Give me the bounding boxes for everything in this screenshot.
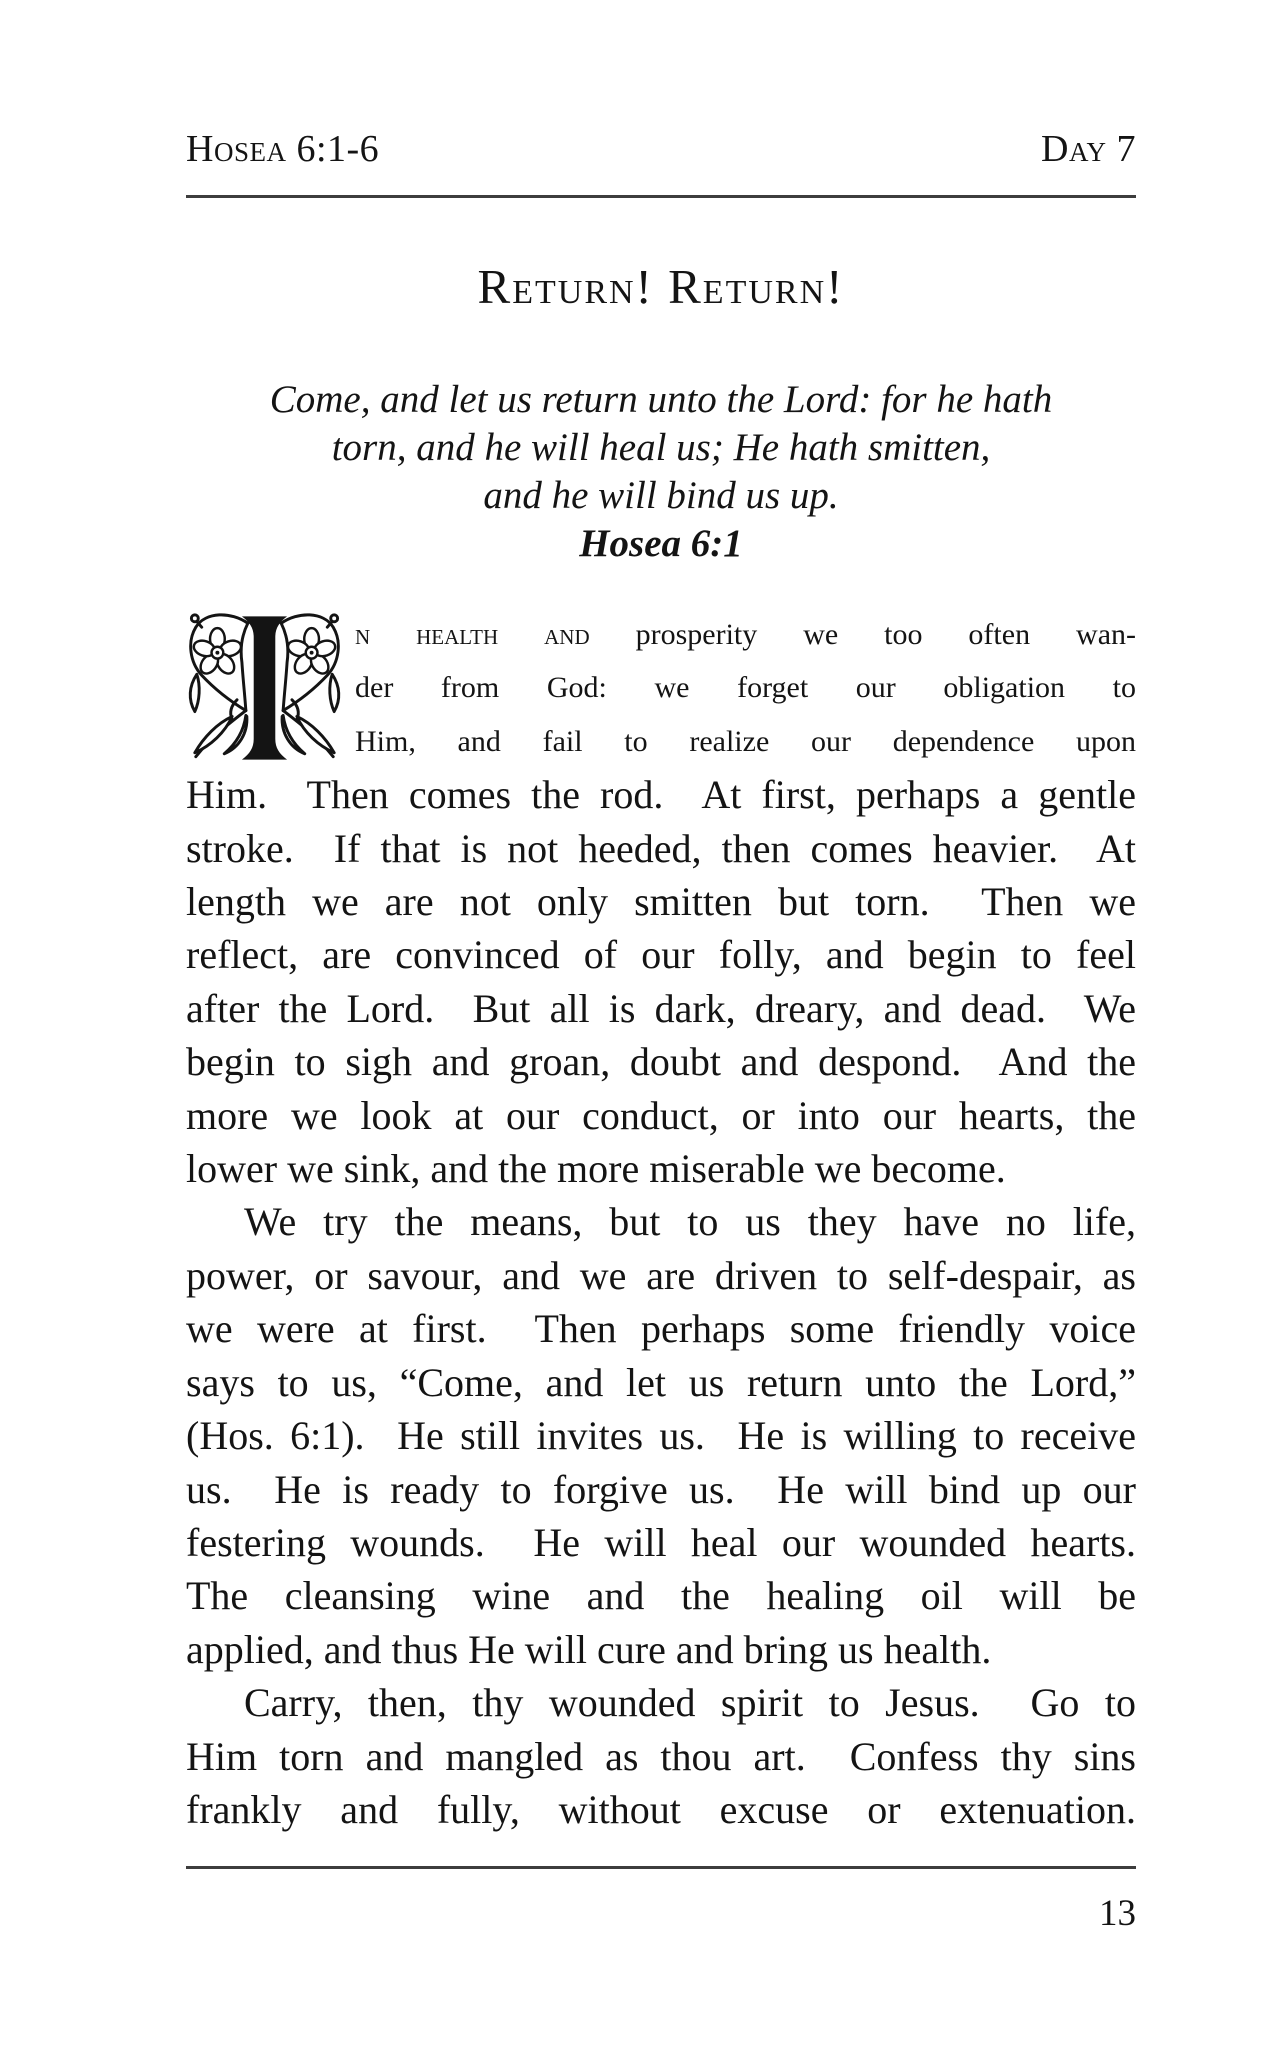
epigraph-line: and he will bind us up.	[483, 474, 839, 517]
body-line: The cleansing wine and the healing oil will be	[186, 1573, 1136, 1619]
opening-smallcaps: n health and	[355, 618, 590, 651]
body-line: begin to sigh and groan, doubt and despond. And the	[186, 1039, 1136, 1085]
body-line: frankly and fully, without excuse or extenuation.	[186, 1786, 1136, 1832]
body-line: Him torn and mangled as thou art. Confess thy sins	[186, 1733, 1136, 1779]
body-line: We try the means, but to us they have no life,	[244, 1199, 1136, 1245]
footer-rule	[186, 1866, 1136, 1869]
body-line: Him, and fail to realize our dependence upon	[355, 724, 1136, 758]
dropcap	[186, 613, 343, 763]
body-line: Carry, then, thy wounded spirit to Jesus. Go to	[244, 1680, 1136, 1726]
body-line: reflect, are convinced of our folly, and begin to feel	[186, 932, 1136, 978]
body-line: power, or savour, and we are driven to self-despair, as	[186, 1252, 1136, 1298]
epigraph-attribution: Hosea 6:1	[579, 522, 743, 565]
epigraph-line: torn, and he will heal us; He hath smitten,	[331, 426, 991, 469]
body-text	[186, 608, 1136, 1836]
dropcap-ornate-initial-icon	[186, 613, 343, 763]
body-line: after the Lord. But all is dark, dreary, and dead. We	[186, 985, 1136, 1031]
epigraph-line: Come, and let us return unto the Lord: for he hath	[269, 378, 1053, 421]
body-line: der from God: we forget our obligation to	[355, 671, 1136, 705]
running-header-passage: Hosea 6:1-6	[186, 128, 380, 170]
epigraph	[186, 376, 1136, 568]
page-number: 13	[1099, 1893, 1136, 1934]
chapter-title: Return! Return!	[477, 259, 845, 314]
body-line: stroke. If that is not heeded, then comes heavier. At	[186, 825, 1136, 871]
body-line: we were at first. Then perhaps some friendly voice	[186, 1306, 1136, 1352]
header-rule	[186, 195, 1136, 198]
body-line: festering wounds. He will heal our wounded hearts.	[186, 1519, 1136, 1565]
running-header-day: Day 7	[1041, 128, 1136, 170]
body-line-text: prosperity we too often wan-	[589, 618, 1136, 651]
body-line: Him. Then comes the rod. At first, perhaps a gentle	[186, 772, 1136, 818]
body-line: us. He is ready to forgive us. He will bind up our	[186, 1466, 1136, 1512]
body-line: more we look at our conduct, or into our hearts, the	[186, 1092, 1136, 1138]
running-header	[186, 130, 1136, 168]
body-line: says to us, “Come, and let us return unto the Lord,”	[186, 1359, 1136, 1405]
body-line: (Hos. 6:1). He still invites us. He is willing to receive	[186, 1413, 1136, 1459]
body-line: length we are not only smitten but torn. Then we	[186, 879, 1136, 925]
body-line: applied, and thus He will cure and bring us health.	[186, 1626, 992, 1672]
body-line: lower we sink, and the more miserable we become.	[186, 1146, 1006, 1192]
